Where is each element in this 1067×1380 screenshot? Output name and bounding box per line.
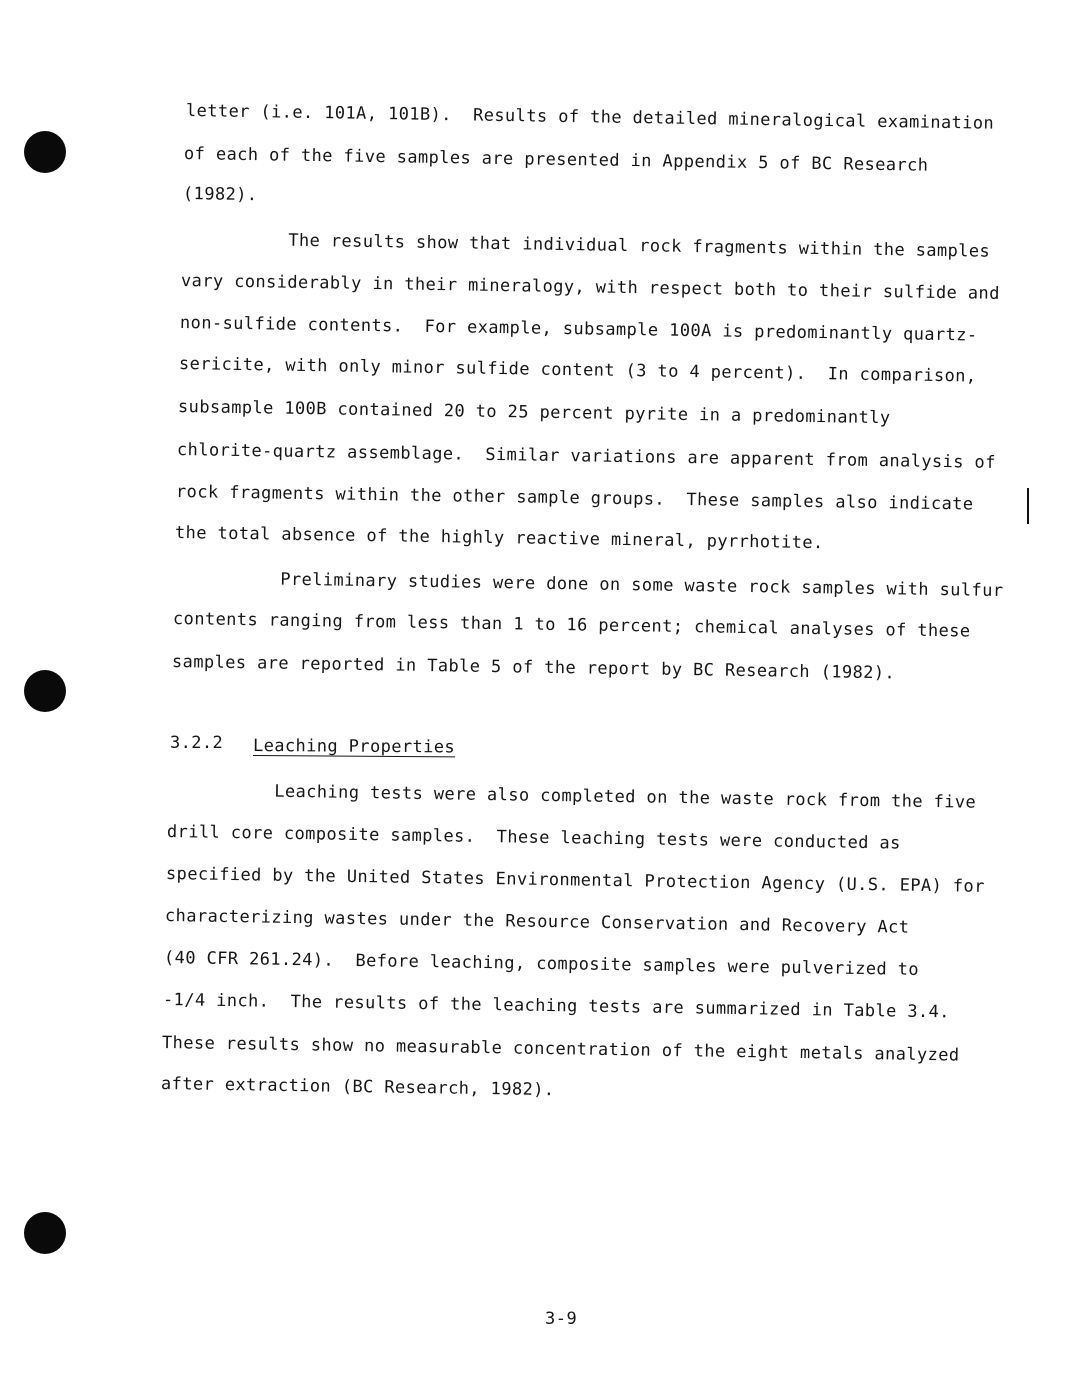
text-line: of each of the five samples are presented in Appendix 5 of BC Research: [183, 144, 929, 176]
text-line: These results show no measurable concentration of the eight metals analyzed: [161, 1033, 960, 1066]
text-line: drill core composite samples. These leaching tests were conducted as: [166, 822, 901, 854]
text-line: (1982).: [182, 184, 258, 206]
text-line: (40 CFR 261.24). Before leaching, composite samples were pulverized to: [163, 948, 920, 980]
text-line: specified by the United States Environmental Protection Agency (U.S. EPA) for: [165, 864, 985, 897]
text-line: non-sulfide contents. For example, subsample 100A is predominantly quartz-: [179, 313, 978, 346]
text-line: Preliminary studies were done on some waste rock samples with sulfur: [173, 568, 1004, 602]
section-number: 3.2.2: [170, 733, 224, 753]
text-line: rock fragments within the other sample groups. These samples also indicate: [175, 482, 974, 515]
text-line: characterizing wastes under the Resource Conservation and Recovery Act: [164, 906, 910, 938]
text-line: after extraction (BC Research, 1982).: [160, 1074, 555, 1101]
text-line: letter (i.e. 101A, 101B). Results of the detailed mineralogical examination: [185, 101, 995, 134]
text-line: subsample 100B contained 20 to 25 percent pyrite in a predominantly: [177, 397, 891, 429]
text-line: sericite, with only minor sulfide content (3 to 4 percent). In comparison,: [178, 354, 977, 387]
text-line: vary considerably in their mineralogy, with respect both to their sulfide and: [180, 271, 1000, 304]
text-line: the total absence of the highly reactive mineral, pyrrhotite.: [174, 523, 824, 554]
text-line: samples are reported in Table 5 of the report by BC Research (1982).: [171, 652, 896, 684]
text-line: The results show that individual rock fragments within the samples: [181, 229, 991, 262]
text-line: -1/4 inch. The results of the leaching tests are summarized in Table 3.4.: [162, 990, 951, 1023]
text-line: contents ranging from less than 1 to 16 percent; chemical analyses of these: [172, 609, 971, 642]
text-line: Leaching tests were also completed on the waste rock from the five: [167, 780, 977, 813]
page-number: 3-9: [545, 1309, 578, 1329]
revision-bar: [1027, 488, 1029, 524]
binder-hole-middle: [24, 670, 66, 712]
text-line: chlorite-quartz assemblage. Similar variations are apparent from analysis of: [176, 440, 996, 473]
binder-hole-bottom: [24, 1212, 66, 1254]
binder-hole-top: [24, 131, 66, 173]
section-title: Leaching Properties: [252, 736, 456, 758]
